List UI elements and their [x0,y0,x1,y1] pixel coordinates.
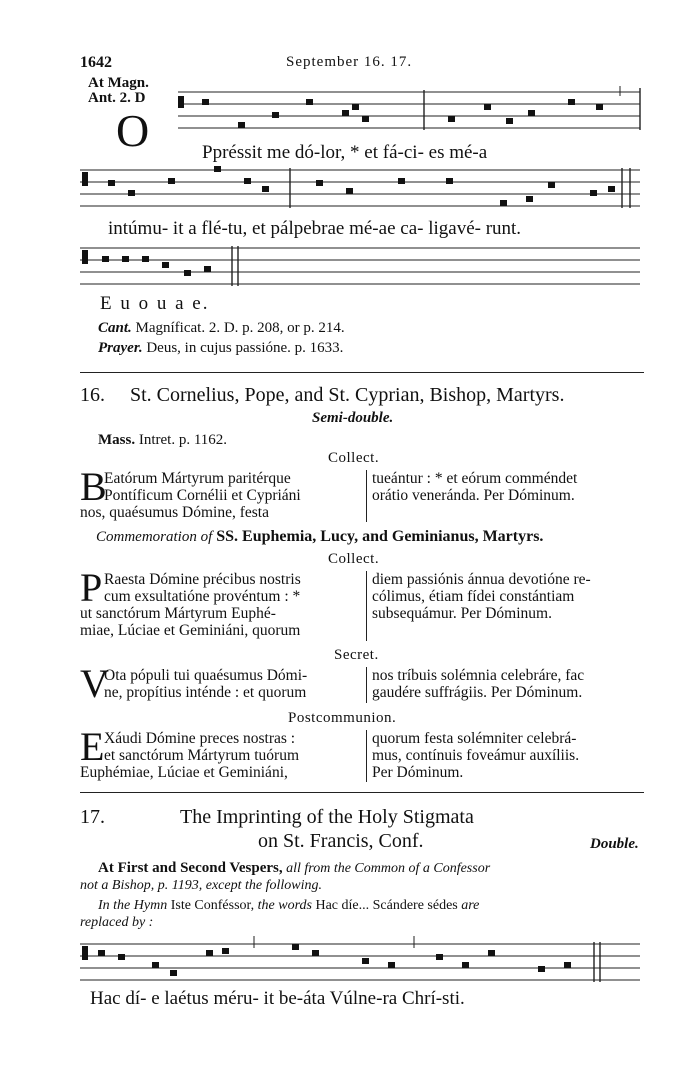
commemoration-label: Commemoration of [96,529,213,545]
collect1-column-divider [366,470,367,522]
postcommunion-right-column [372,730,646,781]
collect1-right-line2: orátio veneránda. Per Dóminum. [372,487,575,504]
secret-column-divider [366,667,367,703]
canticle-label: Cant. [98,320,132,336]
staff-4-neumes [82,944,571,976]
section16-title: St. Cornelius, Pope, and St. Cyprian, Bishop, Martyrs. [130,384,565,406]
hymn-chant-lyric: Hac dí- e laétus méru- it be-áta Vúlne-ra Chrí-sti. [90,988,465,1009]
prayer-label: Prayer. [98,340,143,356]
collect2-left-line1: Raesta Dómine précibus nostris [104,571,301,588]
hymn-iste: Iste Conféssor, [167,898,255,913]
hymn-hac: Hac díe... Scándere sédes [311,898,458,913]
postcommunion-right-line1: quorum festa solémniter celebrá- [372,730,577,747]
postcommunion-dropcap: E [80,724,105,769]
collect2-right-line1: diem passiónis ánnua devotióne re- [372,571,591,588]
collect2-heading: Collect. [328,551,380,567]
vespers-label: At First and Second Vespers, [98,860,283,876]
section16-rank: Semi-double. [312,410,394,426]
staff-2-neumes [82,166,615,206]
postcommunion-left-line1: Xáudi Dómine preces nostras : [104,730,296,747]
collect1-left-line2: Pontíficum Cornélii et Cypriáni [104,487,301,504]
collect2-right-line2: cólimus, étiam fídei constántiam [372,588,575,605]
postcommunion-left-line2: et sanctórum Mártyrum tuórum [104,747,299,764]
postcommunion-left-line3: Euphémiae, Lúciae et Geminiáni, [80,764,288,781]
postcommunion-left-column [80,730,362,781]
page-number: 1642 [80,54,112,71]
collect2-left-line4: miae, Lúciae et Geminiáni, quorum [80,622,301,639]
antiphon-lyric-line2: intúmu- it a flé-tu, et pálpebrae mé-ae ca- ligavé- runt. [108,218,522,239]
vespers-text2: not a Bishop, p. 1193, except the following. [80,878,322,893]
secret-left-line1: Ota pópuli tui quaésumus Dómi- [104,667,308,684]
canticle-text: Magníficat. 2. D. p. 208, or p. 214. [131,320,345,336]
section16-number: 16. [80,384,105,406]
collect2-dropcap: P [80,565,103,610]
postcommunion-right-line2: mus, contínuis foveámur auxíliis. [372,747,580,764]
postcommunion-heading: Postcommunion. [288,710,397,726]
section17-title-line2: on St. Francis, Conf. [258,830,424,852]
secret-left-line2: ne, propítius inténde : et quorum [104,684,307,701]
section17-number: 17. [80,806,105,828]
collect2-right-column [372,571,646,622]
collect2-left-column [80,571,362,639]
hymn-instruction [98,898,479,914]
antiphon-mode-line2: Ant. 2. D [88,90,146,106]
collect1-left-column [80,470,362,521]
staff-4 [80,936,640,982]
hymn-words: the words [254,898,312,913]
antiphon-initial: O [116,105,150,156]
collect1-right-line1: tueántur : * et eórum comméndet [372,470,578,487]
collect2-left-line3: ut sanctórum Mártyrum Euphé- [80,605,276,622]
mass-line [98,432,227,449]
collect1-left-line3: nos, quaésumus Dómine, festa [80,504,269,521]
staff-1 [178,86,640,130]
collect1-heading: Collect. [328,450,380,466]
secret-heading: Secret. [334,647,379,663]
staff-1-neumes [178,96,603,128]
commemoration-line [96,528,543,546]
secret-right-column [372,667,646,701]
prayer-text: Deus, in cujus passióne. p. 1633. [142,340,344,356]
secret-dropcap: V [80,661,109,706]
collect2-column-divider [366,571,367,641]
vespers-line [98,860,490,877]
hymn-are: are [457,898,480,913]
section-divider-2 [80,792,644,793]
staff-2 [80,168,640,208]
collect2-left-line2: cum exsultatióne provéntum : * [104,588,301,605]
secret-left-column [104,667,362,701]
antiphon-lyric-line3: E u o u a e. [100,293,210,314]
section17-title-line1: The Imprinting of the Holy Stigmata [180,806,474,828]
collect1-left-line1: Eatórum Mártyrum paritérque [104,470,291,487]
secret-right-line2: gaudére suffrágiis. Per Dóminum. [372,684,583,701]
canticle-line [98,320,345,337]
collect2-right-line3: subsequámur. Per Dóminum. [372,605,552,622]
commemoration-title: SS. Euphemia, Lucy, and Geminianus, Martyrs. [212,528,544,545]
collect1-right-column [372,470,646,504]
section17-rank: Double. [590,836,639,852]
mass-label: Mass. [98,432,136,448]
antiphon-mode-line1: At Magn. [88,75,149,91]
postcommunion-column-divider [366,730,367,782]
postcommunion-right-line3: Per Dóminum. [372,764,464,781]
hymn-replaced: replaced by : [80,915,154,930]
page-date-heading: September 16. 17. [286,54,413,70]
vespers-text1: all from the Common of a Confessor [282,861,491,876]
mass-text: Intret. p. 1162. [135,432,228,448]
collect1-dropcap: B [80,464,107,509]
prayer-line [98,340,343,357]
antiphon-lyric-line1: Ppréssit me dó-lor, * et fá-ci- es mé-a [202,142,488,163]
section-divider [80,372,644,373]
secret-right-line1: nos tríbuis solémnia celebráre, fac [372,667,585,684]
hymn-in: In the Hymn [98,898,168,913]
